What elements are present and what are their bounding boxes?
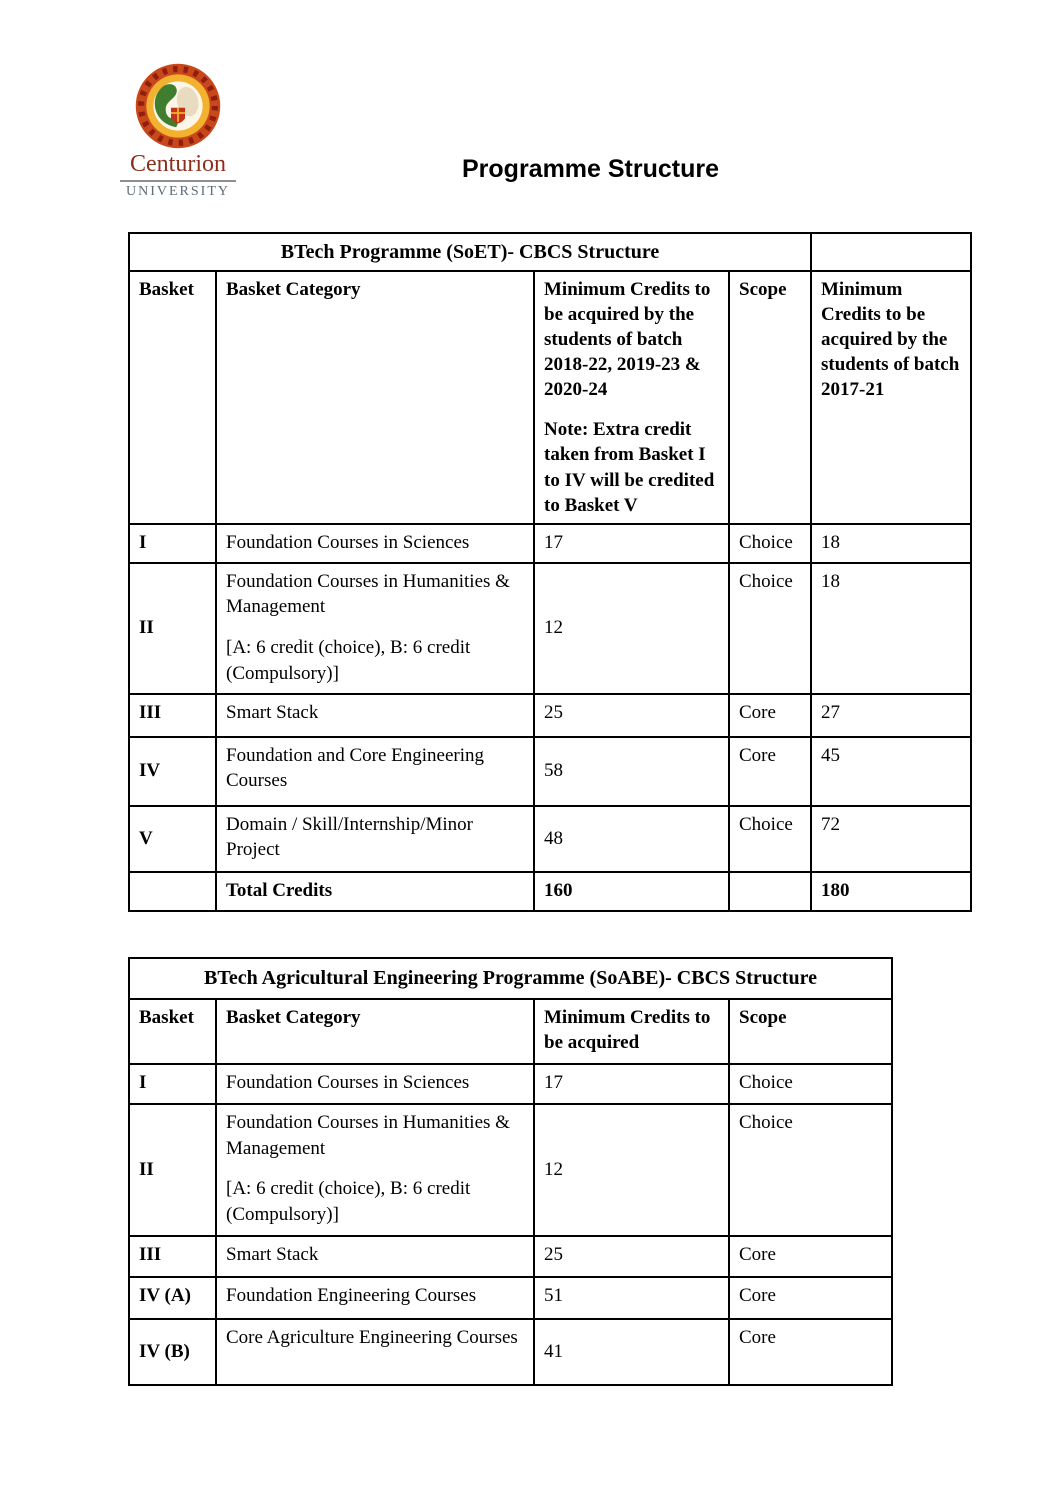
col-header-basket: Basket bbox=[129, 271, 216, 524]
category-cell bbox=[216, 563, 534, 694]
table-row bbox=[129, 1064, 892, 1104]
soabe-structure-table bbox=[128, 957, 893, 1386]
category-text: Core Agriculture Engineering Courses bbox=[226, 1327, 518, 1348]
col-header-basket-category: Basket Category bbox=[216, 271, 534, 524]
category-cell bbox=[216, 1319, 534, 1385]
credits-cell: 12 bbox=[534, 563, 729, 694]
col-header-min-credits-2017: Minimum Credits to be acquired by the students of batch 2017-21 bbox=[811, 271, 971, 524]
scope-cell: Core bbox=[729, 694, 811, 737]
category-cell bbox=[216, 1277, 534, 1319]
basket-cell: III bbox=[129, 694, 216, 737]
table-row bbox=[129, 1236, 892, 1277]
credits-2017-cell: 72 bbox=[811, 806, 971, 872]
col-header-basket-category: Basket Category bbox=[216, 999, 534, 1064]
min-credits-header-text: Minimum Credits to be acquired by the students of batch 2018-22, 2019-23 & 2020-24 bbox=[544, 279, 711, 401]
table-row bbox=[129, 1277, 892, 1319]
category-cell bbox=[216, 737, 534, 806]
category-text: Foundation Courses in Humanities & Management bbox=[226, 570, 510, 618]
table-row bbox=[129, 694, 971, 737]
category-text: Smart Stack bbox=[226, 701, 319, 723]
basket-cell: IV bbox=[129, 737, 216, 806]
col-header-basket: Basket bbox=[129, 999, 216, 1064]
col-header-scope: Scope bbox=[729, 271, 811, 524]
basket-cell: V bbox=[129, 806, 216, 872]
table-row bbox=[129, 563, 971, 694]
basket-cell: III bbox=[129, 1236, 216, 1277]
table2-title: BTech Agricultural Engineering Programme (SoABE)- CBCS Structure bbox=[129, 958, 892, 999]
credits-cell: 12 bbox=[534, 1104, 729, 1236]
basket-cell: IV (B) bbox=[129, 1319, 216, 1385]
col-header-min-credits bbox=[534, 271, 729, 524]
credits-cell: 48 bbox=[534, 806, 729, 872]
scope-cell: Choice bbox=[729, 524, 811, 563]
page-title: Programme Structure bbox=[462, 155, 720, 183]
credits-cell: 41 bbox=[534, 1319, 729, 1385]
basket-cell: II bbox=[129, 563, 216, 694]
university-logo-name: Centurion bbox=[120, 152, 236, 182]
category-cell bbox=[216, 1064, 534, 1104]
category-cell bbox=[216, 524, 534, 563]
scope-cell: Choice bbox=[729, 1064, 892, 1104]
basket-cell bbox=[129, 872, 216, 911]
scope-cell: Choice bbox=[729, 806, 811, 872]
credits-2017-cell: 27 bbox=[811, 694, 971, 737]
category-text: Foundation Engineering Courses bbox=[226, 1285, 477, 1306]
table-total-row bbox=[129, 872, 971, 911]
category-text: Foundation Courses in Sciences bbox=[226, 1072, 470, 1093]
category-note: [A: 6 credit (choice), B: 6 credit (Compulsory)] bbox=[226, 636, 471, 684]
university-emblem-icon bbox=[134, 62, 222, 150]
total-credits-cell: 160 bbox=[534, 872, 729, 911]
credits-cell: 51 bbox=[534, 1277, 729, 1319]
table-header-row bbox=[129, 999, 892, 1064]
table-row bbox=[129, 806, 971, 872]
credits-cell: 25 bbox=[534, 694, 729, 737]
scope-cell: Core bbox=[729, 1319, 892, 1385]
credits-cell: 25 bbox=[534, 1236, 729, 1277]
category-text: Foundation and Core Engineering Courses bbox=[226, 744, 485, 792]
total-credits-2017-cell: 180 bbox=[811, 872, 971, 911]
empty-cell bbox=[811, 233, 971, 271]
table-row bbox=[129, 1104, 892, 1236]
category-text: Domain / Skill/Internship/Minor Project bbox=[226, 813, 473, 861]
scope-cell: Choice bbox=[729, 1104, 892, 1236]
category-cell bbox=[216, 694, 534, 737]
category-cell bbox=[216, 806, 534, 872]
category-cell bbox=[216, 1236, 534, 1277]
min-credits-header-note: Note: Extra credit taken from Basket I to IV will be credited to Basket V bbox=[544, 419, 715, 516]
category-cell bbox=[216, 1104, 534, 1236]
credits-cell: 17 bbox=[534, 1064, 729, 1104]
scope-cell: Core bbox=[729, 1236, 892, 1277]
category-text: Foundation Courses in Humanities & Management bbox=[226, 1112, 510, 1159]
credits-cell: 17 bbox=[534, 524, 729, 563]
university-logo bbox=[116, 62, 240, 200]
table-header-row bbox=[129, 271, 971, 524]
category-note: [A: 6 credit (choice), B: 6 credit (Compulsory)] bbox=[226, 1178, 471, 1225]
basket-cell: I bbox=[129, 1064, 216, 1104]
credits-2017-cell: 18 bbox=[811, 563, 971, 694]
credits-cell: 58 bbox=[534, 737, 729, 806]
credits-2017-cell: 18 bbox=[811, 524, 971, 563]
credits-2017-cell: 45 bbox=[811, 737, 971, 806]
col-header-min-credits: Minimum Credits to be acquired bbox=[534, 999, 729, 1064]
table1-title: BTech Programme (SoET)- CBCS Structure bbox=[129, 233, 811, 271]
col-header-scope: Scope bbox=[729, 999, 892, 1064]
scope-cell: Core bbox=[729, 1277, 892, 1319]
total-label-cell: Total Credits bbox=[216, 872, 534, 911]
table-row bbox=[129, 1319, 892, 1385]
basket-cell: I bbox=[129, 524, 216, 563]
basket-cell: II bbox=[129, 1104, 216, 1236]
soet-structure-table bbox=[128, 232, 972, 912]
table-title-row bbox=[129, 233, 971, 271]
table-row bbox=[129, 524, 971, 563]
scope-cell: Choice bbox=[729, 563, 811, 694]
basket-cell: IV (A) bbox=[129, 1277, 216, 1319]
category-text: Smart Stack bbox=[226, 1244, 319, 1265]
university-logo-subtitle: UNIVERSITY bbox=[126, 184, 230, 200]
scope-cell: Core bbox=[729, 737, 811, 806]
scope-cell bbox=[729, 872, 811, 911]
table-title-row bbox=[129, 958, 892, 999]
table-row bbox=[129, 737, 971, 806]
category-text: Foundation Courses in Sciences bbox=[226, 531, 470, 553]
